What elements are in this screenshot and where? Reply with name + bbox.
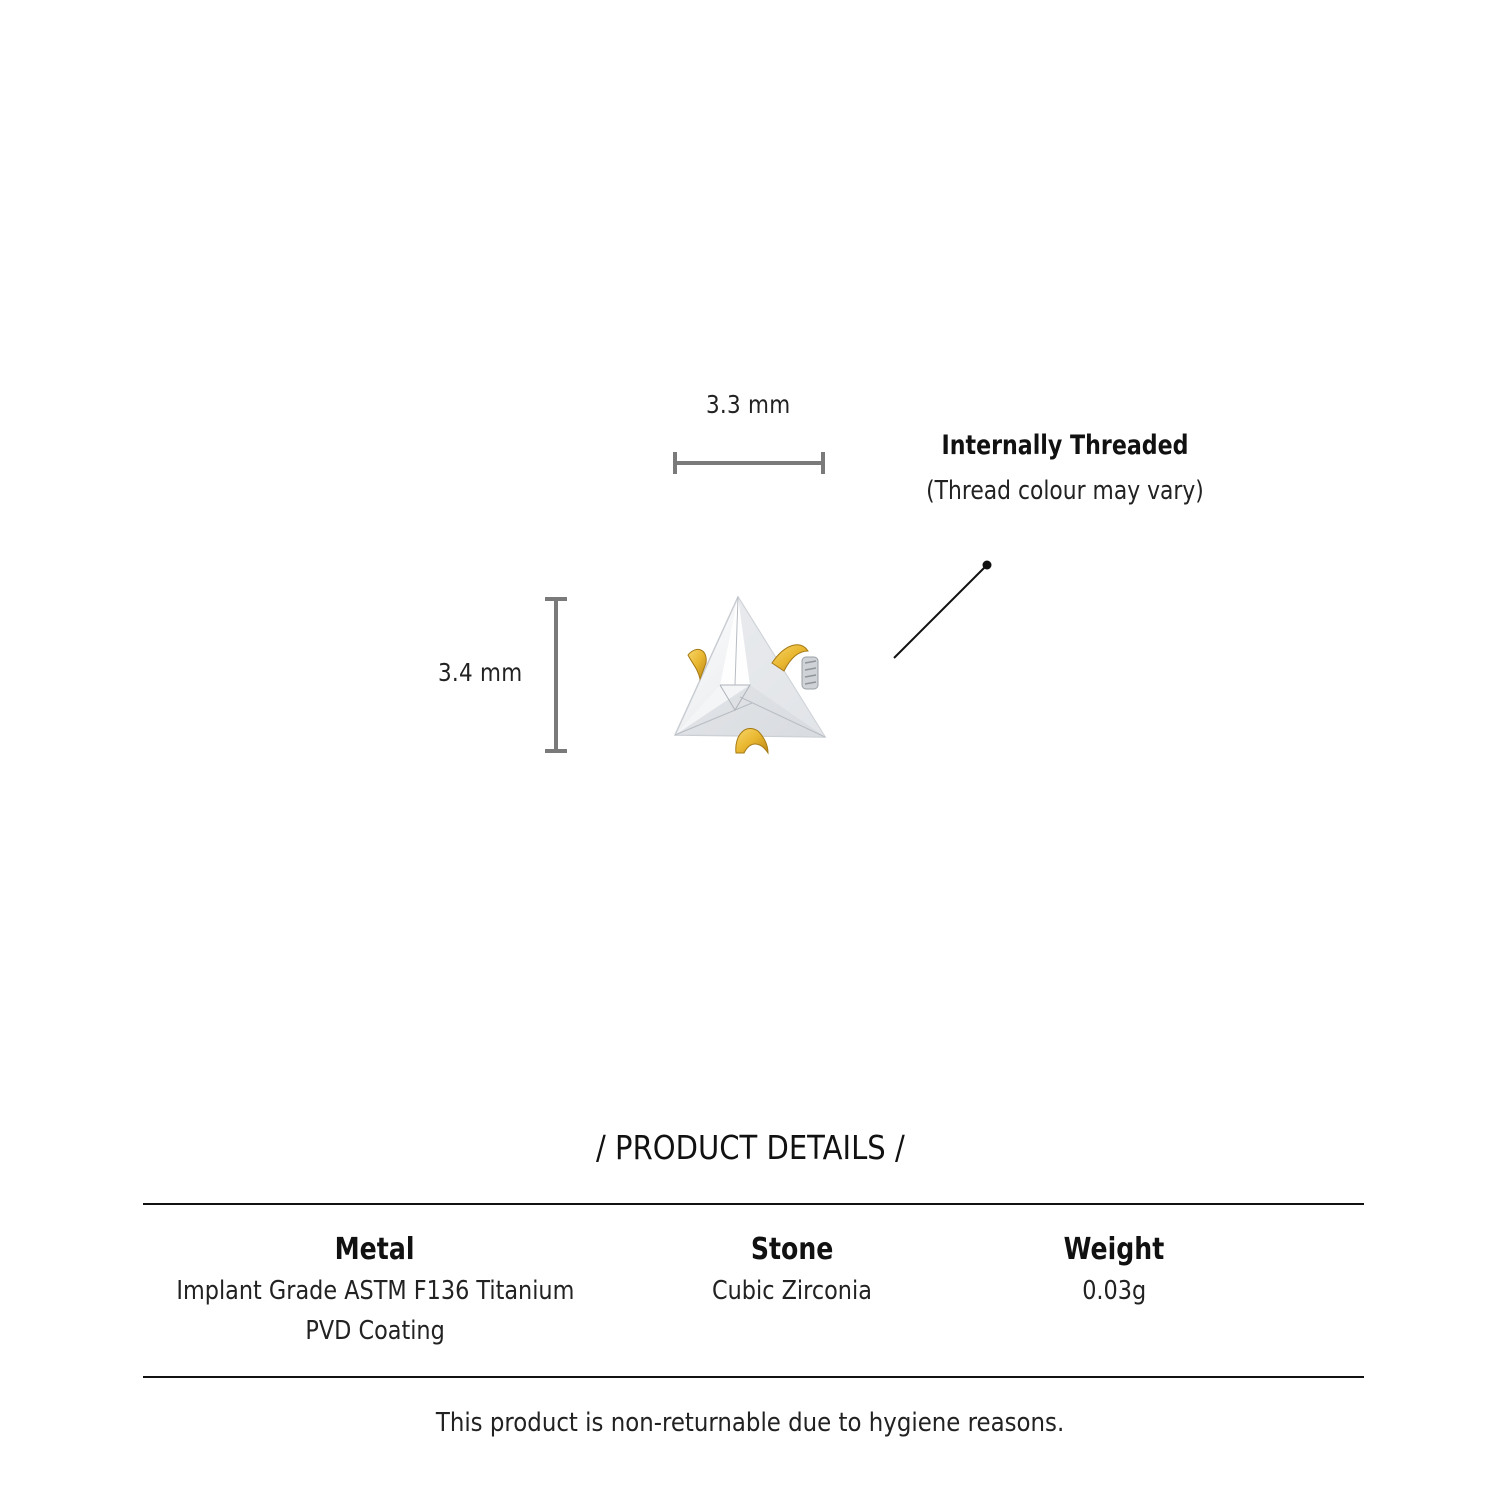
callout-subtitle-wrap xyxy=(890,476,1240,506)
callout-title: Internally Threaded xyxy=(941,430,1189,461)
width-dimension-line xyxy=(670,450,830,476)
detail-column-stone xyxy=(592,1232,992,1311)
height-dimension-line xyxy=(542,594,570,756)
weight-title: Weight xyxy=(1063,1232,1165,1267)
metal-line-2: PVD Coating xyxy=(305,1316,445,1346)
detail-column-metal xyxy=(125,1232,625,1351)
callout-subtitle: (Thread colour may vary) xyxy=(926,476,1204,506)
product-details-heading xyxy=(0,1128,1500,1167)
top-divider xyxy=(143,1203,1364,1205)
stone-title: Stone xyxy=(750,1232,834,1267)
returns-footnote-text: This product is non-returnable due to hygiene reasons. xyxy=(435,1408,1065,1438)
product-details-heading-text: / PRODUCT DETAILS / xyxy=(595,1128,905,1167)
height-measurement-label: 3.4 mm xyxy=(438,658,523,687)
triangle-gem-stud-image xyxy=(660,585,840,765)
metal-line-1: Implant Grade ASTM F136 Titanium xyxy=(175,1276,574,1306)
thread-callout xyxy=(900,430,1230,461)
bottom-divider xyxy=(143,1376,1364,1378)
metal-title: Metal xyxy=(335,1232,415,1267)
weight-line-1: 0.03g xyxy=(1082,1276,1146,1306)
stone-line-1: Cubic Zirconia xyxy=(712,1276,872,1306)
width-measurement-label: 3.3 mm xyxy=(706,390,791,419)
returns-footnote xyxy=(0,1408,1500,1438)
detail-column-weight xyxy=(964,1232,1264,1311)
callout-pointer-line xyxy=(888,558,998,666)
